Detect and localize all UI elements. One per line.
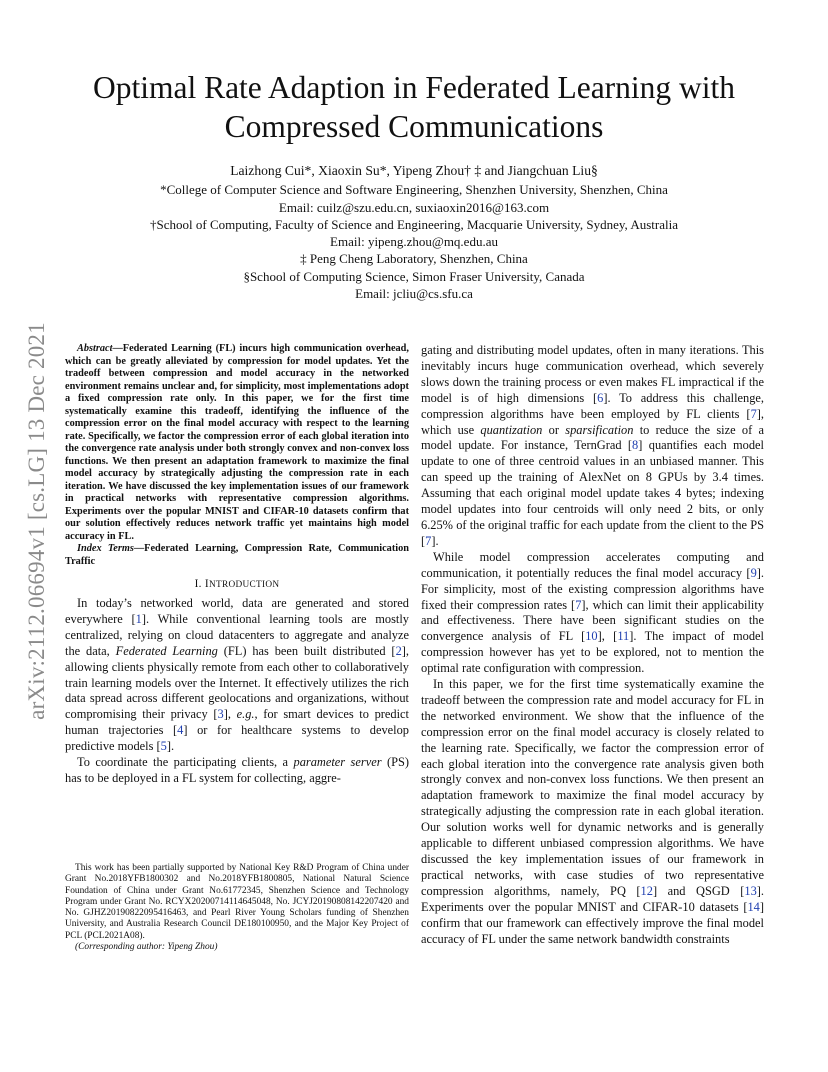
- citation-link[interactable]: 4: [177, 723, 184, 738]
- citation-link[interactable]: 12: [640, 883, 653, 898]
- section-name: NTRODUCTION: [208, 580, 280, 590]
- arxiv-identifier-text: arXiv:2112.06694v1 [cs.LG] 13 Dec 2021: [24, 322, 49, 720]
- citation-link[interactable]: 7: [425, 533, 432, 548]
- section-heading-introduction: [65, 578, 409, 590]
- index-terms-text: —Federated Learning, Compression Rate, Communication Traffic: [65, 543, 409, 567]
- intro-paragraph-3: While model compression accelerates computing and communication, it potentially reduces the final model accuracy [9]. For simplicity, most of the existing compression algorithms have fixed their compression rates [7], which can limit their applicability and effectiveness. There have been significant studies on the convergence analysis of FL [10], [11]. The impact of model compression however has yet to be explored, not to mention the optimal rate configuration with compression.: [421, 549, 765, 676]
- right-column: [421, 343, 764, 947]
- intro-paragraph-2-continued: gating and distributing model updates, often in many iterations. This inevitably incurs huge communication overhead, which severely slows down the training process or even makes FL impractical if the model is of high dimensions [6]. To address this challenge, compression algorithms have been employed by FL clients [7], which use quantization or sparsification to reduce the size of a model update. For instance, TernGrad [8] quantifies each model update to one of three centroid values in an unbiased manner. This can speed up the training of AlexNet on 8 GPUs by 3.4 times. Assuming that each original model update takes 4 bytes; indexing model updates into four centroids will only need 2 bits, or only 6.25% of the original traffic for each update from the client to the PS [7].: [421, 343, 765, 548]
- email-macquarie: Email: yipeng.zhou@mq.edu.au: [330, 234, 498, 250]
- affiliation-sfu: §School of Computing Science, Simon Fraser University, Canada: [243, 268, 585, 284]
- author-names: Laizhong Cui*, Xiaoxin Su*, Yipeng Zhou† ‡ and Jiangchuan Liu§: [230, 163, 598, 178]
- affiliation-pcl: ‡ Peng Cheng Laboratory, Shenzhen, China: [300, 251, 528, 267]
- citation-link[interactable]: 13: [744, 883, 757, 898]
- abstract: [65, 343, 409, 543]
- intro-paragraph-1: In today’s networked world, data are generated and stored everywhere [1]. While conventional learning tools are mostly centralized, relying on cloud datacenters to aggregate and analyze the data, Federated Learning (FL) has been built distributed [2], allowing clients physically remote from each other to collaboratively train learning models over the Internet. It effectively utilizes the rich data spread across different geolocations and organizations, without compromising their privacy [3], e.g., for smart devices to predict human trajectories [4] or for healthcare systems to develop predictive models [5].: [65, 596, 409, 754]
- left-column: [65, 343, 409, 787]
- author-block: [60, 162, 768, 302]
- citation-link[interactable]: 6: [597, 390, 604, 405]
- title-line-1: Optimal Rate Adaption in Federated Learning with: [92, 70, 736, 105]
- index-terms: [65, 543, 409, 568]
- citation-link[interactable]: 2: [395, 643, 402, 658]
- index-terms-label: Index Terms: [77, 543, 134, 554]
- intro-paragraph-2: To coordinate the participating clients, a parameter server (PS) has to be deployed in a FL system for collecting, aggre-: [65, 755, 409, 785]
- citation-link[interactable]: 7: [575, 597, 582, 612]
- corresponding-author-note: (Corresponding author: Yipeng Zhou): [75, 942, 218, 953]
- citation-link[interactable]: 1: [135, 611, 142, 626]
- email-szu: Email: cuilz@szu.edu.cn, suxiaoxin2016@163.com: [278, 199, 550, 215]
- citation-link[interactable]: 5: [160, 739, 167, 754]
- citation-link[interactable]: 3: [217, 707, 224, 722]
- citation-link[interactable]: 7: [750, 406, 757, 421]
- abstract-text: —Federated Learning (FL) incurs high communication overhead, which can be greatly alleviated by compression for model updates. Yet the tradeoff between compression and model accuracy in the networked environment remains unclear and, for simplicity, most implementations adopt a fixed compression rate only. In this paper, we for the first time systematically examine this tradeoff, identifying the influence of the compression error on the final model accuracy with respect to the learning rate. Specifically, we factor the compression error of each global iteration into the convergence rate analysis under both strongly convex and non-convex loss functions. We then present an adaptation framework to maximize the final model accuracy by strategically adjusting the compression rate in each iteration. We have discussed the key implementation issues of our framework in practical networks with representative compression algorithms. Experiments over the popular MNIST and CIFAR-10 datasets confirm that our solution effectively reduces network traffic yet maintains high model accuracy in FL.: [65, 343, 409, 542]
- citation-link[interactable]: 10: [585, 629, 598, 644]
- section-number: I. I: [194, 578, 209, 590]
- title-line-2: Compressed Communications: [224, 109, 604, 144]
- email-sfu: Email: jcliu@cs.sfu.ca: [355, 286, 473, 302]
- abstract-label: Abstract: [77, 343, 113, 354]
- affiliation-macquarie: †School of Computing, Faculty of Science and Engineering, Macquarie University, Sydney, Australia: [150, 216, 678, 232]
- funding-footnote: [65, 863, 409, 953]
- intro-paragraph-4: In this paper, we for the first time systematically examine the tradeoff between the compression rate and model accuracy for FL in the networked environment. We show that the influence of the compression error on the final model accuracy is closely related to the learning rate. Specifically, we factor the compression error of each global iteration into the convergence rate analysis given both strongly convex and non-convex loss functions. We then present an adaptation framework to maximize the final model accuracy by strategically adjusting the compression rate in each global iteration. Our solution works well for dynamic networks and is generally applicable to different unbiased compression algorithms. We have discussed the key implementation issues of our framework in practical networks, with case studies of two representative compression algorithms, namely, PQ [12] and QSGD [13]. Experiments over the popular MNIST and CIFAR-10 datasets [14] confirm that our framework can effectively improve the final model accuracy of FL under the same network bandwidth constraints: [421, 677, 764, 946]
- arxiv-identifier-stamp: [18, 286, 52, 760]
- citation-link[interactable]: 11: [617, 629, 630, 644]
- citation-link[interactable]: 8: [632, 438, 639, 453]
- paper-title: [60, 68, 768, 146]
- citation-link[interactable]: 9: [750, 565, 757, 580]
- funding-text: This work has been partially supported by National Key R&D Program of China under Grant No.2018YFB1800302 and No.2018YFB1800805, National Natural Science Foundation of China under Grant No.61772345, Shenzhen Science and Technology Program under Grant No. RCYX20200714114645048, No. JCYJ20190808142207420 and No. GJHZ20190822095416463, and Pearl River Young Scholars funding of Shenzhen University, and Australia Research Council DE180100950, and the Major Key Project of PCL (PCL2021A08).: [65, 863, 409, 941]
- affiliation-szu: *College of Computer Science and Software Engineering, Shenzhen University, Shenzhen, China: [160, 182, 668, 198]
- citation-link[interactable]: 14: [747, 899, 760, 914]
